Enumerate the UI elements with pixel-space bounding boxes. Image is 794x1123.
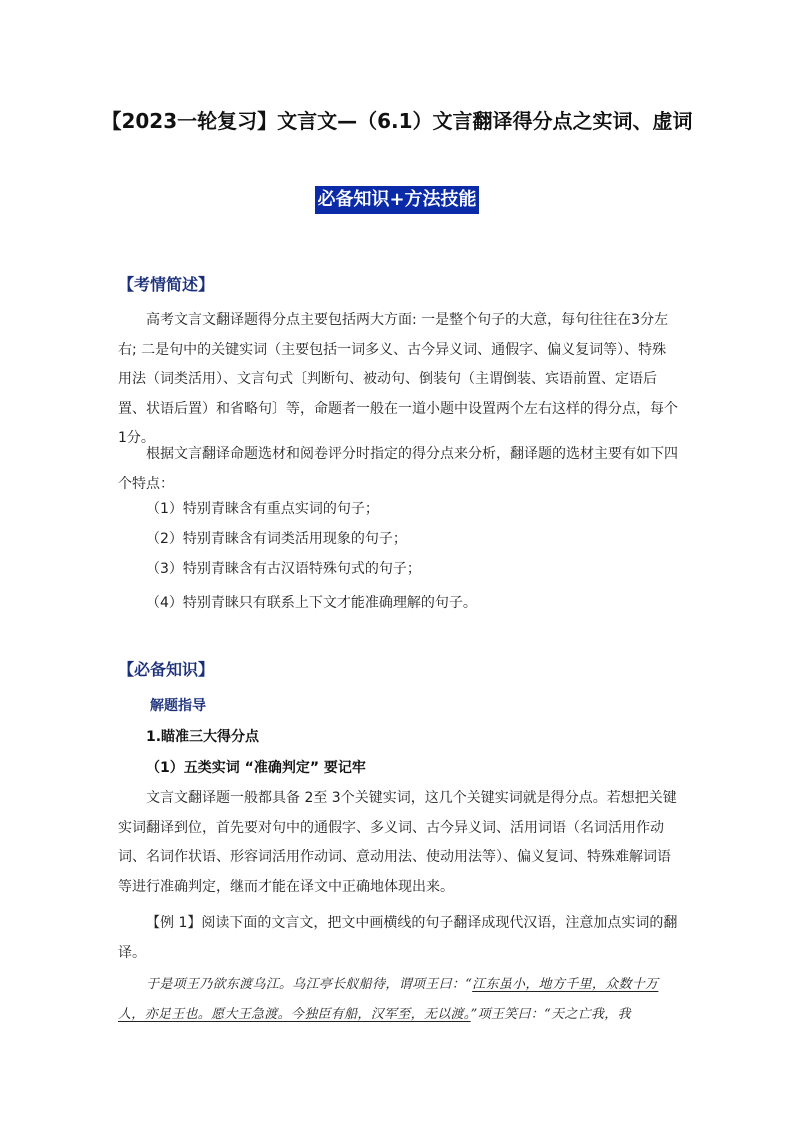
point-1-1-heading: （1）五类实词 “准确判定” 要记牢 [146,760,366,776]
list-item: （3）特别青睐含有古汉语特殊句式的句子； [146,561,421,577]
list-item: （2）特别青睐含有词类活用现象的句子； [146,531,407,547]
classical-passage [118,970,678,1030]
kaoqing-paragraph-2: 根据文言翻译命题选材和阅卷评分时指定的得分点来分析，翻译题的选材主要有如下四个特点： [118,446,678,492]
section-heading-kaoqing: 【考情简述】 [118,275,215,294]
section-heading-bibei: 【必备知识】 [118,660,215,679]
page-title: 【2023一轮复习】文言文—（6.1）文言翻译得分点之实词、虚词 [101,109,693,133]
underlined-sentence: 愿大王急渡。今独臣有船，汉军至，无以渡。 [211,1007,471,1022]
example-1-instruction: 【例 1】阅读下面的文言文，把文中画横线的句子翻译成现代汉语，注意加点实词的翻译。 [118,915,678,961]
bibei-paragraph-1: 文言文翻译题一般都具备 2至 3个关键实词，这几个关键实词就是得分点。若想把关键实词翻译到位，首先要对句中的通假字、多义词、古今异义词、活用词语（名词活用作动词、名词作状语、形容词活用作动词、意动用法、使动用法等）、偏义复词、特殊难解词语等进行准确判定，继而才能在译文中正确地体现出来。 [118,790,677,895]
guide-label: 解题指导 [150,698,206,714]
subtitle-banner: 必备知识+方法技能 [315,186,478,214]
kaoqing-paragraph-1: 高考文言文翻译题得分点主要包括两大方面: 一是整个句子的大意，每句往往在3分左右; 二是句中的关键实词（主要包括一词多义、古今异义词、通假字、偏义复词等）、特殊用法（词类活用）、文言句式〔判断句、被动句、倒装句（主谓倒装、宾语前置、定语后置、状语后置）和省略句〕等，命题者一般在一道小题中设置两个左右这样的得分点，每个1分。 [118,312,678,446]
list-item: （4）特别青睐只有联系上下文才能准确理解的句子。 [146,595,477,611]
point-1-heading: 1.瞄准三大得分点 [146,729,260,745]
list-item: （1）特别青睐含有重点实词的句子； [146,501,379,517]
subtitle-wrap [0,186,794,214]
passage-text: ”项王笑曰：“天之亡我，我 [470,1007,631,1022]
passage-text: 于是项王乃欲东渡乌江。乌江亭长舣船待，谓项王曰：“ [146,977,473,992]
underlined-sentence: 江东虽小，地方千里，众数十万人，亦足王也。 [118,977,659,1022]
